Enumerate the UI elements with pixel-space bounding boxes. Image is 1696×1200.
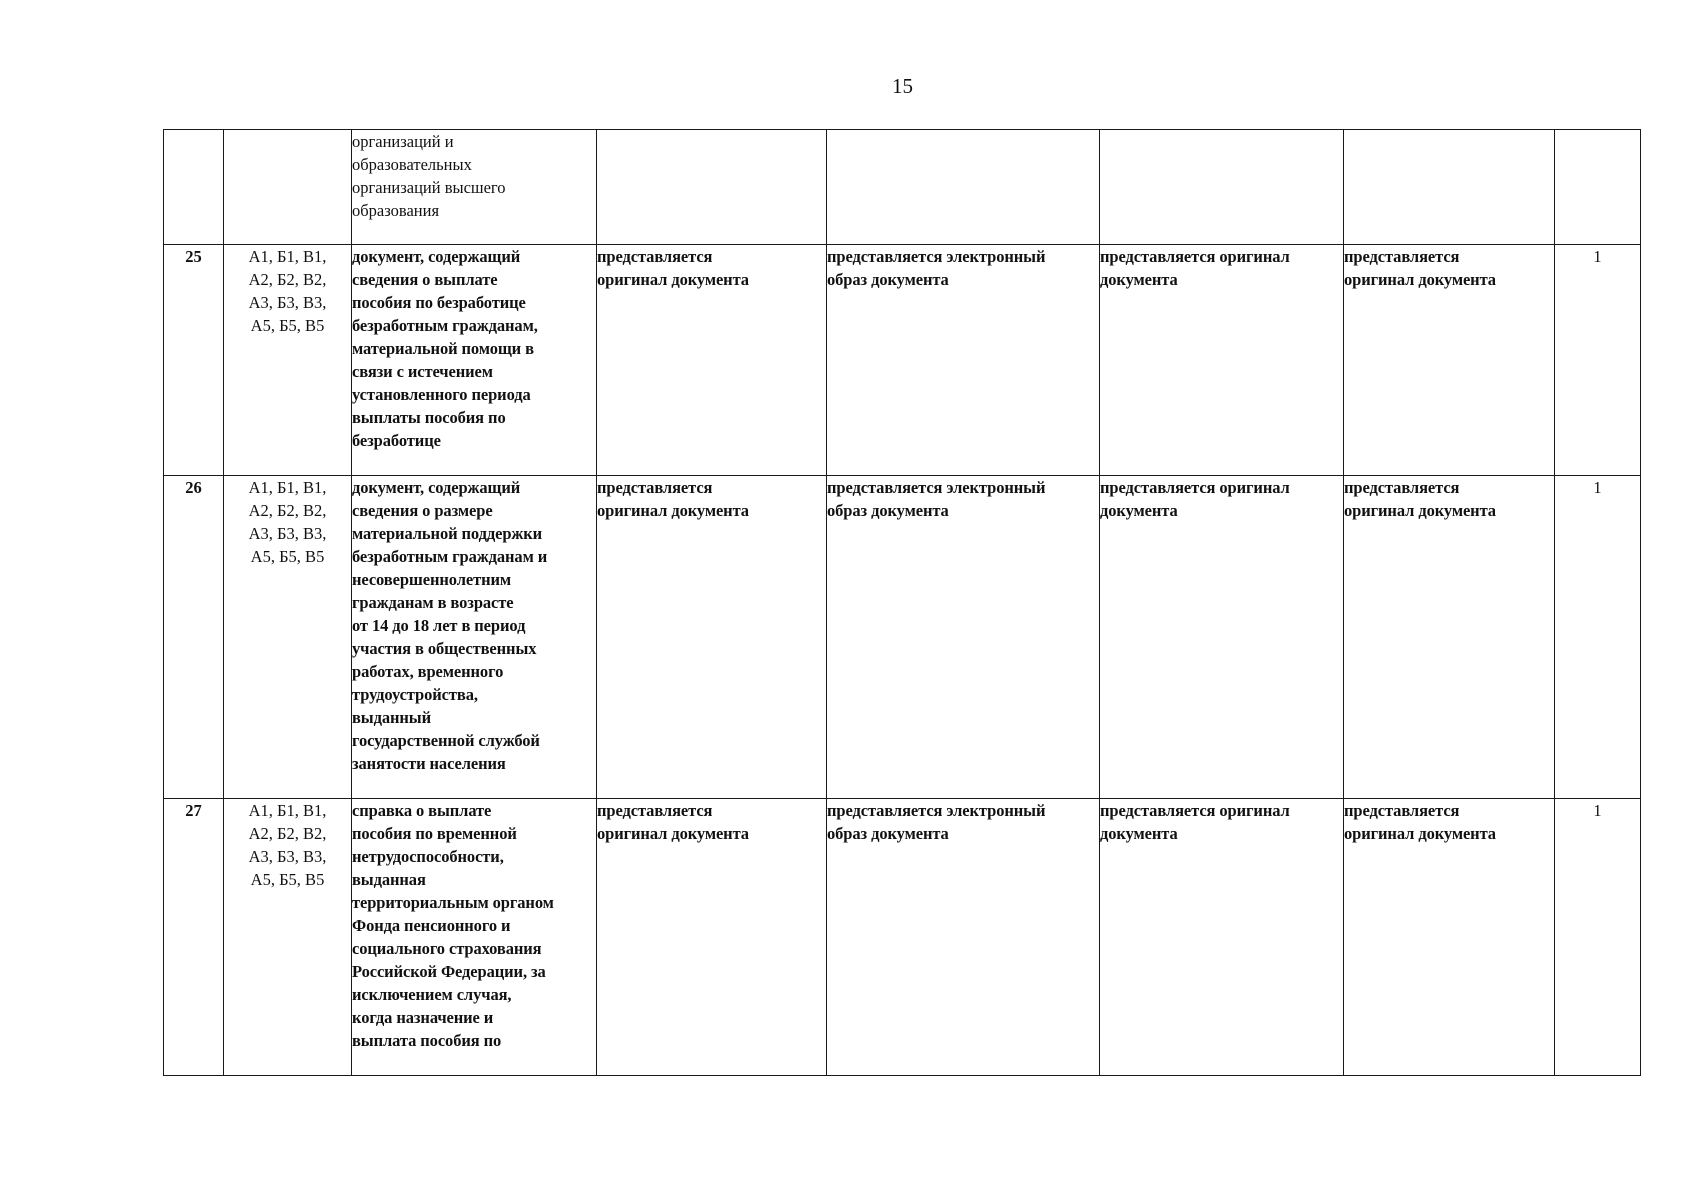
cell-document-name: документ, содержащий сведения о размере материальной поддержки безработным гражданам и несовершеннолетним гражданам в возрасте от 14 до 18 лет в период участия в общественных работах, временного трудоустройства, выданный государственной службой занятости населения [352,476,597,799]
cell-col4: представляется оригинал документа [597,245,827,476]
cell-codes [224,130,352,245]
table-row [164,245,1641,476]
cell-codes: А1, Б1, В1, А2, Б2, В2, А3, Б3, В3, А5, Б5, В5 [224,799,352,1076]
cell-col5 [827,130,1100,245]
cell-col5: представляется электронный образ документа [827,799,1100,1076]
cell-col4 [597,130,827,245]
cell-col5: представляется электронный образ документа [827,476,1100,799]
cell-document-name: организаций и образовательных организаций высшего образования [352,130,597,245]
table-row [164,476,1641,799]
cell-col6: представляется оригинал документа [1100,245,1344,476]
cell-col5: представляется электронный образ документа [827,245,1100,476]
cell-document-name: документ, содержащий сведения о выплате пособия по безработице безработным гражданам, материальной помощи в связи с истечением установленного периода выплаты пособия по безработице [352,245,597,476]
cell-codes: А1, Б1, В1, А2, Б2, В2, А3, Б3, В3, А5, Б5, В5 [224,245,352,476]
page-number: 15 [892,74,913,98]
cell-count: 1 [1555,799,1641,1076]
cell-col6 [1100,130,1344,245]
cell-col4: представляется оригинал документа [597,799,827,1076]
cell-col7: представляется оригинал документа [1344,799,1555,1076]
cell-count: 1 [1555,476,1641,799]
cell-codes: А1, Б1, В1, А2, Б2, В2, А3, Б3, В3, А5, Б5, В5 [224,476,352,799]
table-row [164,799,1641,1076]
cell-count [1555,130,1641,245]
cell-num: 26 [164,476,224,799]
cell-col7: представляется оригинал документа [1344,476,1555,799]
cell-col7: представляется оригинал документа [1344,245,1555,476]
table-row-continuation [164,130,1641,245]
cell-num: 27 [164,799,224,1076]
cell-col7 [1344,130,1555,245]
cell-num [164,130,224,245]
cell-col6: представляется оригинал документа [1100,799,1344,1076]
documents-table [163,129,1641,1076]
cell-document-name: справка о выплате пособия по временной нетрудоспособности, выданная территориальным органом Фонда пенсионного и социального страхования Российской Федерации, за исключением случая, когда назначение и выплата пособия по [352,799,597,1076]
cell-num: 25 [164,245,224,476]
cell-count: 1 [1555,245,1641,476]
cell-col6: представляется оригинал документа [1100,476,1344,799]
cell-col4: представляется оригинал документа [597,476,827,799]
